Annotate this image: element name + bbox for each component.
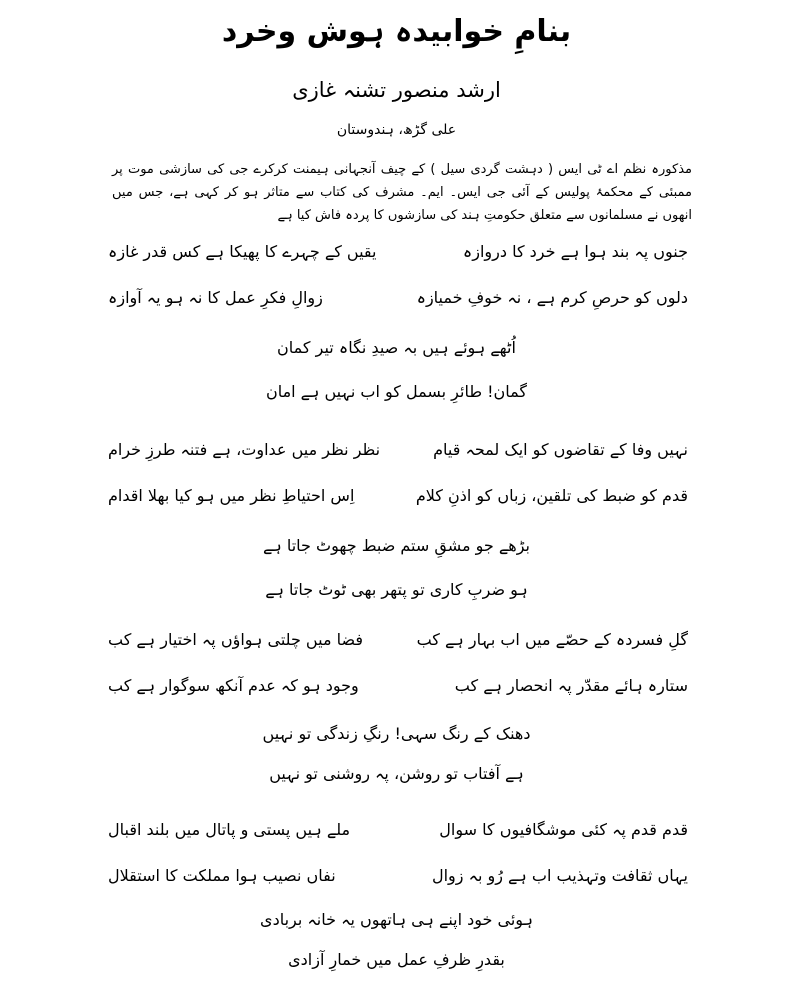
- refrain-line: اُٹھے ہوئے ہیں بہ صیدِ نگاہ تیر کمان: [277, 338, 516, 357]
- hemistich-second: فضا میں چلتی ہواؤں پہ اختیار ہے کب: [108, 630, 363, 649]
- hemistich-second: نفاں نصیب ہوا مملکت کا استقلال: [108, 866, 336, 885]
- poem-title: بنامِ خوابیدہ ہوش وخرد: [221, 14, 572, 49]
- refrain-line: ہو ضربِ کاری تو پتھر بھی ٹوٹ جاتا ہے: [265, 580, 528, 599]
- couplet: [108, 440, 688, 470]
- hemistich-second: اِس احتیاطِ نظر میں ہو کیا بھلا اقدام: [108, 486, 355, 505]
- couplet: [108, 676, 688, 706]
- hemistich-first: دلوں کو حرصِ کرم ہے ، نہ خوفِ خمیازہ: [416, 288, 688, 307]
- couplet: [108, 630, 688, 660]
- author-name: ارشد منصور تشنہ غازی: [292, 78, 501, 102]
- couplet: [108, 866, 688, 896]
- hemistich-second: نظر نظر میں عداوت، ہے فتنہ طرزِ خرام: [108, 440, 381, 459]
- refrain-line: بڑھے جو مشقِ ستم ضبط چھوٹ جاتا ہے: [263, 536, 530, 555]
- hemistich-second: زوالِ فکرِ عمل کا نہ ہو یہ آوازہ: [108, 288, 323, 307]
- author-location: علی گڑھ، ہندوستان: [336, 122, 457, 138]
- refrain-line: ہوئی خود اپنے ہی ہاتھوں یہ خانہ بربادی: [260, 910, 533, 929]
- hemistich-first: جنوں پہ بند ہوا ہے خرد کا دروازہ: [462, 242, 688, 261]
- refrain-line: دھنک کے رنگ سہی! رنگِ زندگی تو نہیں: [262, 724, 531, 743]
- hemistich-first: نہیں وفا کے تقاضوں کو ایک لمحہ قیام: [433, 440, 688, 459]
- hemistich-first: قدم قدم پہ کئی موشگافیوں کا سوال: [439, 820, 688, 839]
- refrain-line: گمان! طائرِ بسمل کو اب نہیں ہے امان: [265, 382, 528, 401]
- hemistich-first: یہاں ثقافت وتہذیب اب ہے رُو بہ زوال: [431, 866, 688, 885]
- refrain-line: بقدرِ ظرفِ عمل میں خمارِ آزادی: [288, 950, 505, 969]
- couplet: [108, 486, 688, 516]
- hemistich-second: ملے ہیں پستی و پاتال میں بلند اقبال: [108, 820, 351, 839]
- couplet: [108, 242, 688, 272]
- couplet: [108, 288, 688, 318]
- intro-paragraph: مذکورہ نظم اے ٹی ایس ( دہشت گردی سیل ) کے چیف آنجہانی ہیمنت کرکرے جی کی سازشی موت پر ممبئی کے محکمۂ پولیس کے آئی جی ایس۔ ایم۔ مشرف کی کتاب سے متاثر ہو کر کہی ہے، جس میں انھوں نے مسلمانوں سے متعلق حکومتِ ہند کی سازشوں کا پردہ فاش کیا ہے: [112, 162, 692, 223]
- hemistich-second: یقیں کے چہرے کا پھیکا ہے کس قدر غازہ: [108, 242, 377, 261]
- refrain-line: ہے آفتاب تو روشن، پہ روشنی تو نہیں: [269, 764, 524, 783]
- couplet: [108, 820, 688, 850]
- hemistich-second: وجود ہو کہ عدم آنکھ سوگوار ہے کب: [108, 676, 359, 695]
- hemistich-first: گلِ فسردہ کے حصّے میں اب بہار ہے کب: [416, 630, 688, 649]
- hemistich-first: ستارہ ہائے مقدّر پہ انحصار ہے کب: [454, 676, 688, 695]
- hemistich-first: قدم کو ضبط کی تلقین، زباں کو اذنِ کلام: [415, 486, 688, 505]
